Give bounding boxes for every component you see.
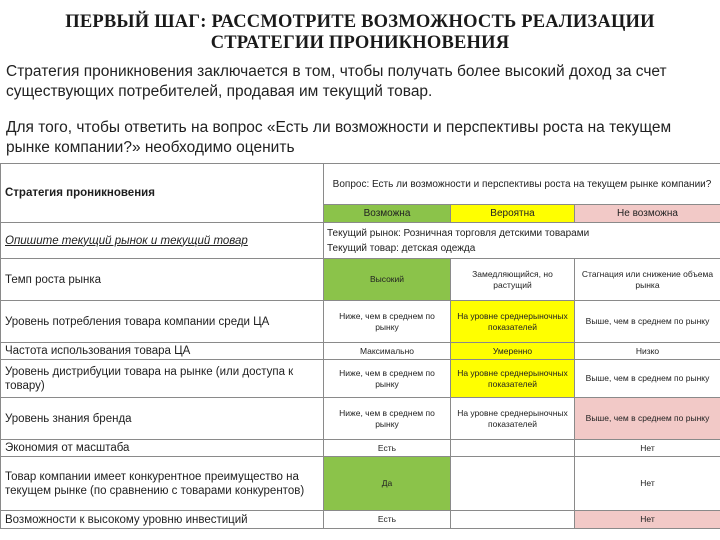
cell-possible: Высокий — [324, 259, 451, 301]
row-label: Частота использования товара ЦА — [1, 343, 324, 360]
question-paragraph: Для того, чтобы ответить на вопрос «Есть ли возможности и перспективы роста на текущем рынке компании?» необходимо оценить — [6, 119, 672, 156]
table-row — [1, 511, 720, 529]
row-label: Возможности к высокому уровню инвестиций — [1, 511, 324, 529]
cell-probable — [451, 457, 575, 511]
cell-impossible: Выше, чем в среднем по рынку — [575, 301, 720, 343]
cell-probable: Замедляющийся, но растущий — [451, 259, 575, 301]
row-label: Товар компании имеет конкурентное преимущество на текущем рынке (по сравнению с товарами конкурентов) — [1, 457, 324, 511]
row-label: Уровень дистрибуции товара на рынке (или доступа к товару) — [1, 360, 324, 398]
row-label: Уровень знания бренда — [1, 398, 324, 440]
column-probable: Вероятна — [451, 205, 575, 223]
table-row — [1, 360, 720, 398]
column-possible: Возможна — [324, 205, 451, 223]
cell-impossible: Нет — [575, 440, 720, 457]
cell-possible: Да — [324, 457, 451, 511]
table-row — [1, 259, 720, 301]
cell-impossible: Выше, чем в среднем по рынку — [575, 360, 720, 398]
cell-probable: На уровне среднерыночных показателей — [451, 360, 575, 398]
cell-impossible: Выше, чем в среднем по рынку — [575, 398, 720, 440]
column-impossible: Не возможна — [575, 205, 720, 223]
assessment-table — [0, 163, 720, 529]
table-row — [1, 440, 720, 457]
cell-possible: Есть — [324, 440, 451, 457]
slide-title: ПЕРВЫЙ ШАГ: РАССМОТРИТЕ ВОЗМОЖНОСТЬ РЕАЛИЗАЦИИ СТРАТЕГИИ ПРОНИКНОВЕНИЯ — [65, 12, 655, 53]
table-row — [1, 343, 720, 360]
row-label: Экономия от масштаба — [1, 440, 324, 457]
table-row — [1, 398, 720, 440]
cell-possible: Максимально — [324, 343, 451, 360]
cell-possible: Есть — [324, 511, 451, 529]
cell-impossible: Нет — [575, 511, 720, 529]
current-product: Текущий товар: детская одежда — [327, 242, 476, 254]
intro-paragraph: Стратегия проникновения заключается в том, чтобы получать более высокий доход за счет существующих потребителей, продавая им текущий товар. — [6, 63, 667, 100]
row-label: Темп роста рынка — [1, 259, 324, 301]
cell-impossible: Низко — [575, 343, 720, 360]
cell-possible: Ниже, чем в среднем по рынку — [324, 301, 451, 343]
table-header-title: Стратегия проникновения — [1, 164, 324, 223]
cell-probable: На уровне среднерыночных показателей — [451, 398, 575, 440]
cell-probable: Умеренно — [451, 343, 575, 360]
cell-impossible: Стагнация или снижение объема рынка — [575, 259, 720, 301]
cell-possible: Ниже, чем в среднем по рынку — [324, 360, 451, 398]
describe-label: Опишите текущий рынок и текущий товар — [1, 223, 324, 259]
cell-probable — [451, 511, 575, 529]
current-market: Текущий рынок: Розничная торговля детскими товарами — [327, 227, 590, 239]
cell-probable: На уровне среднерыночных показателей — [451, 301, 575, 343]
table-row — [1, 457, 720, 511]
current-market-product — [324, 223, 720, 259]
cell-impossible: Нет — [575, 457, 720, 511]
cell-possible: Ниже, чем в среднем по рынку — [324, 398, 451, 440]
cell-probable — [451, 440, 575, 457]
table-question: Вопрос: Есть ли возможности и перспективы роста на текущем рынке компании? — [324, 164, 720, 205]
row-label: Уровень потребления товара компании среди ЦА — [1, 301, 324, 343]
table-row — [1, 301, 720, 343]
